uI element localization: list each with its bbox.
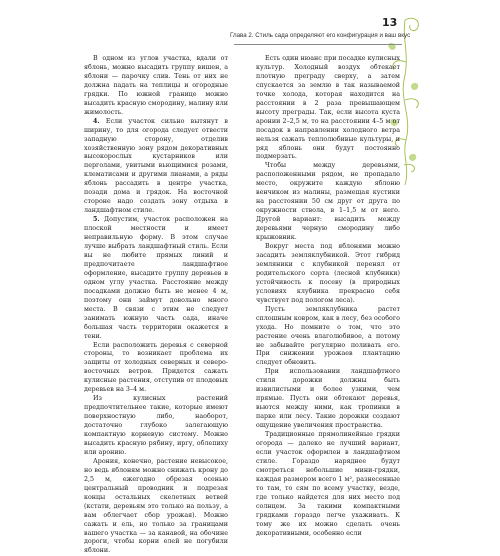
paragraph [84, 216, 228, 341]
paragraph-text: При использовании ландшафтного стиля дорожки должны быть извилистыми и более узкими, чем прямые. Пусть они обтекают деревья, вьются между ними, как тропинки в парке или лесу. Такие дорожки создают ощущение увеличения пространства. [256, 368, 400, 430]
paragraph [256, 243, 400, 306]
paragraph-text: Арония, конечно, растение невысокое, но ведь яблоням можно снижать крону до 2,5 м, ежегодно обрезая осенью центральный проводник и подрезая концы остальных скелетных ветвей (кстати, деревьям это только на пользу, а вам облегчает сбор урожая). Можно сажать и ель, но только за границами вашего участка — за канавой, на обочине дороги, чтобы корни елей не погубили яблони. [84, 457, 228, 555]
page-number: 13 [382, 16, 398, 29]
paragraph [256, 368, 400, 431]
paragraph [256, 431, 400, 538]
left-text-column [84, 55, 228, 556]
paragraph-text: В одном из углов участка, вдали от яблонь, можно высадить группу вишен, а яблони — парочку слив. Тень от них не должна падать на теплицы и огородные грядки. По южной границе можно высадить красную смородину, малину или жимолость. [84, 55, 228, 116]
paragraph [84, 55, 228, 118]
right-text-column [256, 55, 400, 538]
paragraph [84, 395, 228, 458]
list-number: 5. [93, 216, 100, 224]
paragraph [256, 306, 400, 369]
paragraph [84, 342, 228, 396]
paragraph-text: Допустим, участок расположен на плоской местности и имеет неправильную форму. В этом случае лучше выбрать ландшафтный стиль. Если вы не любите прямых линий и предпочитаете ландшафтное оформление, высадите группу деревьев в одном углу участка. Расстояние между посадками должно быть не менее 4 м, поэтому они займут довольно много места. В связи с этим не следует занимать южную часть сада, иначе большая часть территории окажется в тени. [84, 216, 228, 340]
paragraph-text: Если участок сильно вытянут в ширину, то для огорода следует отвести западную сторону, отделив хозяйственную зону рядом декоративных высокорослых кустарников или перголами, увитыми вьющимися розами, клематисами и другими лианами, а ряды яблонь рассадить в центре участка, позади дома и грядок. На восточной стороне надо создать зону отдыха в ландшафтном стиле. [84, 117, 228, 215]
paragraph-text: Чтобы между деревьями, расположенными рядом, не пропадало место, окружите каждую яблоню венчиком из малины, размещая кустики на расстоянии 50 см друг от друга по окружности ствола, в 1–1,5 м от него. Другой вариант: высадить между деревьями черную смородину либо крыжовник. [256, 162, 400, 242]
paragraph [84, 458, 228, 556]
paragraph [84, 118, 228, 216]
paragraph-text: Если расположить деревья с северной стороны, то возникает проблема их защиты от холодных северных и северо-восточных ветров. Придется сажать кулисные растения, отступив от плодовых деревьев на 3–4 м. [84, 341, 228, 394]
paragraph-text: Вокруг места под яблонями можно засадить земляклубникой. Этот гибрид земляники с клубникой перенял от родительского сорта (лесной клубники) устойчивость к посеву (в природных условиях клубника прекрасно себя чувствует под пологом леса). [256, 243, 400, 304]
paragraph-text: Из кулисных растений предпочтительнее такие, которые имеют поверхностную либо, наоборот, достаточно глубоко залегающую компактную корневую систему. Можно высадить красную рябину, иргу, облепиху или аронию. [84, 395, 228, 456]
header-rule [234, 44, 402, 45]
paragraph [256, 162, 400, 243]
paragraph-text: Пусть земляклубника растет сплошным ковром, как в лесу, без особого ухода. Но помните о том, что это растение очень влаголюбивое, а потому не забывайте регулярно поливать его. При снижении урожаев плантацию следует обновить. [256, 305, 400, 367]
running-head: Глава 2. Стиль сада определяют его конфигурация и ваш вкус [230, 32, 411, 39]
paragraph-text: Есть один нюанс при посадке кулисных культур. Холодный воздух обтекает плотную преграду сверху, а затем спускается за землю в так называемой точке холода, которая находится на расстоянии в 2 раза превышающем высоту преграды. Так, если высота куста аронии 2–2,5 м, то на расстоянии 4–5 м от посадок в направлении холодного ветра нельзя сажать теплолюбивые культуры, и ряд яблонь они будут постоянно подмерзать. [256, 55, 400, 161]
list-number: 4. [93, 117, 100, 125]
paragraph-text: Традиционные прямолинейные грядки огорода — далеко не лучший вариант, если участок оформлен в ландшафтном стиле. Гораздо наряднее будут смотреться небольшие мини-грядки, каждая размером всего 1 м², разнесенные то там, то сям по всему участку, везде, где только найдется для них место под солнцем. За такими компактными грядками гораздо легче ухаживать. К тому же их можно сделать очень декоративными, особенно если [256, 431, 400, 537]
paragraph [256, 55, 400, 162]
